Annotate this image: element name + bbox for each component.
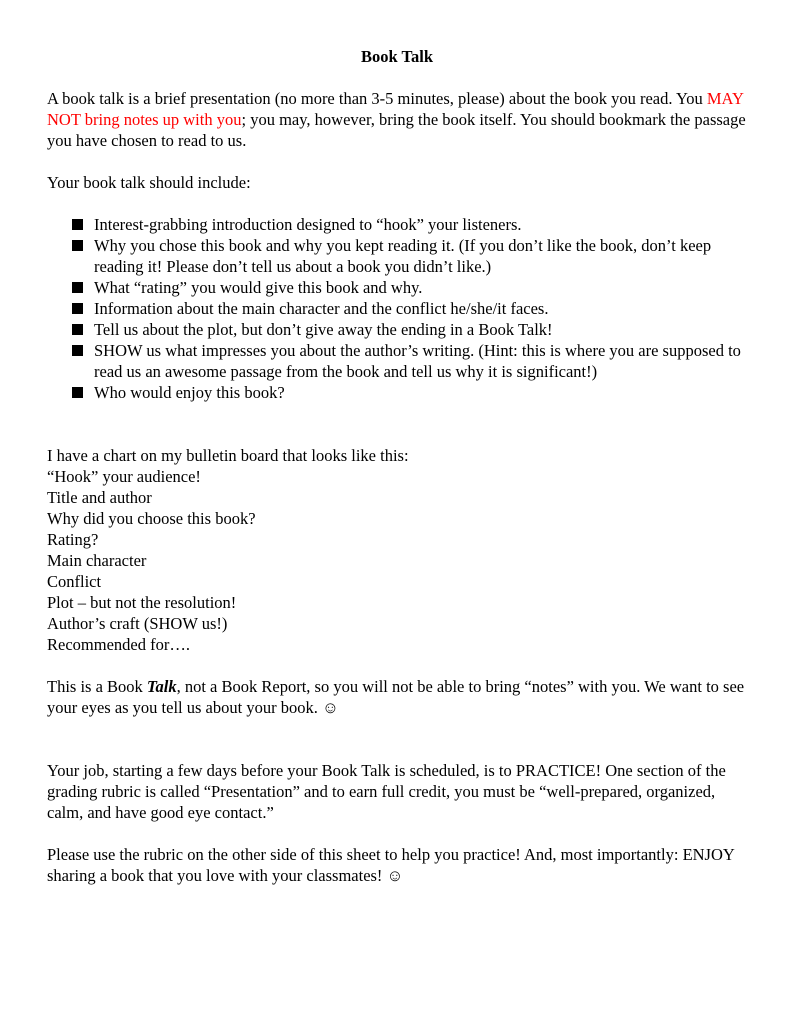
square-bullet-icon [72,240,83,251]
chart-item: Main character [47,551,147,570]
include-heading: Your book talk should include: [47,173,251,192]
chart-item: Title and author [47,488,152,507]
requirements-list [47,214,747,403]
list-item-text: SHOW us what impresses you about the author’s writing. (Hint: this is where you are supposed to read us an awesome passage from the book and tell us why it is significant!) [94,341,741,381]
list-item [72,277,747,298]
talk-text-2: , not a Book Report, so you will not be able to bring “notes” with you. We want to see your eyes as you tell us about your book. ☺ [47,677,745,717]
list-item [72,214,747,235]
closing-paragraph: Please use the rubric on the other side of this sheet to help you practice! And, most importantly: ENJOY sharing a book that you love with your classmates! ☺ [47,845,735,885]
square-bullet-icon [72,282,83,293]
chart-intro: I have a chart on my bulletin board that looks like this: [47,446,409,465]
list-item-text: Information about the main character and the conflict he/she/it faces. [94,299,549,318]
bulletin-chart-list [47,466,747,655]
intro-text-2: ; you may, however, bring the book itself. You should bookmark the passage you have chosen to read to us. [47,110,746,150]
intro-paragraph [47,88,747,151]
job-paragraph: Your job, starting a few days before your Book Talk is scheduled, is to PRACTICE! One section of the grading rubric is called “Presentation” and to earn full credit, you must be “well-prepared, organized, calm, and have good eye contact.” [47,761,726,822]
list-item-text: Who would enjoy this book? [94,383,285,402]
intro-text-1: A book talk is a brief presentation (no more than 3-5 minutes, please) about the book you read. You [47,89,707,108]
list-item-text: Tell us about the plot, but don’t give away the ending in a Book Talk! [94,320,553,339]
page-title: Book Talk [360,47,433,66]
book-talk-paragraph [47,676,747,718]
list-item-text: What “rating” you would give this book and why. [94,278,423,297]
square-bullet-icon [72,219,83,230]
chart-item: “Hook” your audience! [47,467,201,486]
chart-item: Recommended for…. [47,635,190,654]
chart-item: Plot – but not the resolution! [47,593,237,612]
list-item [72,340,747,382]
square-bullet-icon [72,345,83,356]
list-item-text: Why you chose this book and why you kept reading it. (If you don’t like the book, don’t keep reading it! Please don’t tell us about a book you didn’t like.) [94,236,712,276]
list-item [72,235,747,277]
chart-item: Why did you choose this book? [47,509,256,528]
document-page [47,46,747,886]
talk-text-1: This is a Book [47,677,147,696]
chart-item: Conflict [47,572,102,591]
square-bullet-icon [72,324,83,335]
square-bullet-icon [72,303,83,314]
chart-item: Author’s craft (SHOW us!) [47,614,228,633]
list-item-text: Interest-grabbing introduction designed to “hook” your listeners. [94,215,522,234]
square-bullet-icon [72,387,83,398]
list-item [72,382,747,403]
intro-emphasis-red: MAY NOT bring notes up with you [47,89,744,129]
list-item [72,298,747,319]
list-item [72,319,747,340]
chart-item: Rating? [47,530,99,549]
talk-emphasis: Talk [146,677,177,696]
